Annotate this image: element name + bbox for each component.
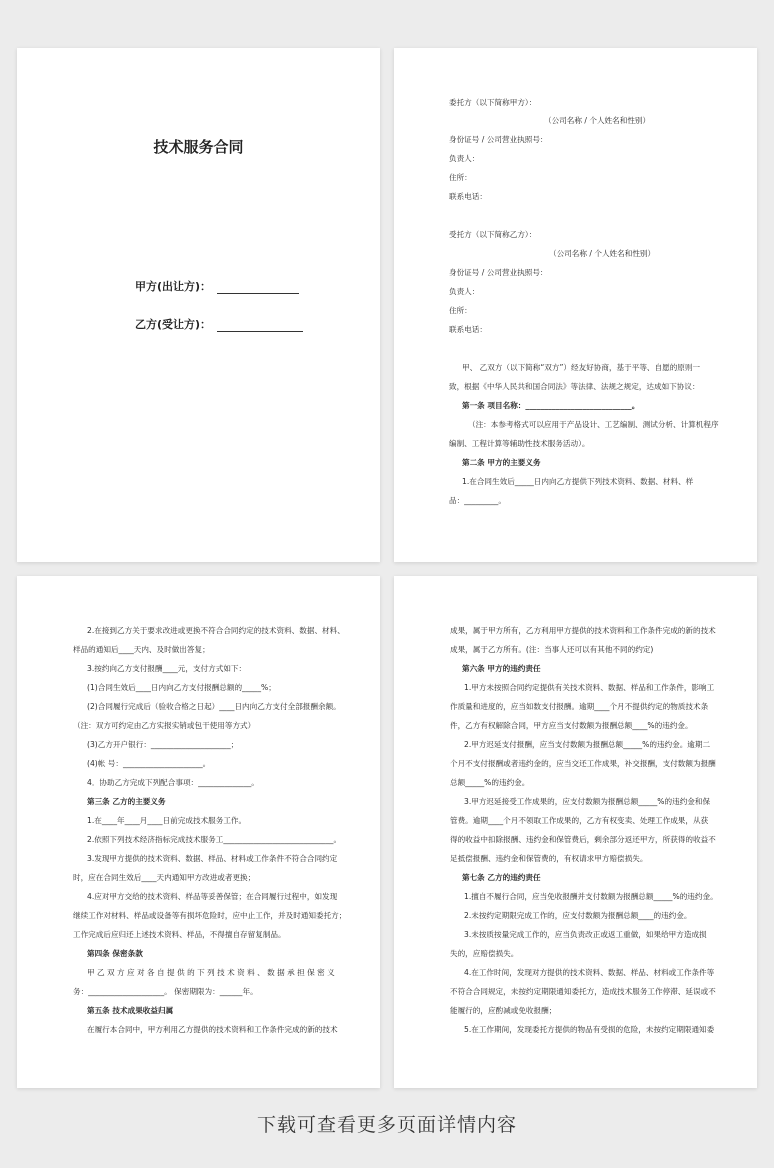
text-line: （注：本参考格式可以应用于产品设计、工艺编制、测试分析、计算机程序 <box>468 420 719 429</box>
text-line: 3.发现甲方提供的技术资料、数据、样品、材料或工作条件不符合合同约定 <box>87 854 338 863</box>
party-a-blank <box>217 281 299 294</box>
text-line: 作质量和进度的，应当如数支付报酬。逾期____个月不提供约定的物质技术条 <box>450 702 709 711</box>
text-line: 第一条 项目名称：____________________________。 <box>462 401 640 410</box>
text-line: 4．协助乙方完成下列配合事项：______________。 <box>87 778 259 787</box>
text-line: 第七条 乙方的违约责任 <box>462 873 541 882</box>
text-line: 2.在接到乙方关于要求改进或更换不符合合同约定的技术资料、数据、材料、 <box>87 626 345 635</box>
contract-title: 技术服务合同 <box>153 138 244 156</box>
text-line: 件，乙方有权解除合同，甲方应当支付数额为报酬总额____%的违约金。 <box>450 721 693 730</box>
text-line: （公司名称 / 个人姓名和性别） <box>549 249 656 258</box>
text-line: 样品的通知后____天内、及时做出答复； <box>73 645 210 654</box>
text-line: 甲 乙 双 方 应 对 各 自 提 供 的 下 列 技 术 资 料 、 数 据 承 担 保 密 义 <box>87 968 335 977</box>
text-line: (4)帐 号：_____________________。 <box>87 759 211 768</box>
text-line: 第四条 保密条款 <box>87 949 143 958</box>
text-line: 3.未按质按量完成工作的，应当负责改正或返工重做，如果给甲方造成损 <box>464 930 707 939</box>
text-line: 务：____________________。 保密期限为：______年。 <box>73 987 258 996</box>
text-line: (1)合同生效后____日内向乙方支付报酬总额的_____%； <box>87 683 276 692</box>
party-b-field <box>135 316 303 332</box>
text-line: 1.甲方未按照合同约定提供有关技术资料、数据、样品和工作条件，影响工 <box>464 683 715 692</box>
text-line: 5.在工作期间，发现委托方提供的物品有受损的危险，未按约定期限通知委 <box>464 1025 715 1034</box>
text-line: 工作完成后应归还上述技术资料、样品，不得擅自存留复制品。 <box>73 930 286 939</box>
party-a-label: 甲方(出让方)： <box>135 280 212 293</box>
text-line: 甲、 乙双方（以下简称“双方”）经友好协商，基于平等、自愿的原则一 <box>462 363 701 372</box>
text-line: 成果，属于甲方所有，乙方利用甲方提供的技术资料和工作条件完成的新的技术 <box>450 626 716 635</box>
text-line: 委托方（以下简称甲方）： <box>449 98 537 107</box>
text-line: 3.按约向乙方支付报酬____元，支付方式如下： <box>87 664 247 673</box>
text-line: 得的收益中扣除报酬、违约金和保管费后，剩余部分返还甲方，所获得的收益不 <box>450 835 716 844</box>
text-line: 个月不支付报酬或者违约金的，应当交还工作成果，补交报酬，支付数额为报酬 <box>450 759 716 768</box>
text-line: 1.擅自不履行合同，应当免收报酬并支付数额为报酬总额_____%的违约金。 <box>464 892 718 901</box>
text-line: 身份证号 / 公司营业执照号： <box>449 268 548 277</box>
download-caption: 下载可查看更多页面详情内容 <box>256 1114 517 1136</box>
text-line: 品：_________。 <box>449 496 506 505</box>
text-line: 第六条 甲方的违约责任 <box>462 664 541 673</box>
text-line: 在履行本合同中，甲方利用乙方提供的技术资料和工作条件完成的新的技术 <box>87 1025 338 1034</box>
text-line: 时，应在合同生效后____天内通知甲方改进或者更换； <box>73 873 256 882</box>
text-line: 2.依照下列技术经济指标完成技术服务工_____________________________。 <box>87 835 342 844</box>
text-line: 1.在合同生效后_____日内向乙方提供下列技术资料、数据、材料、样 <box>462 477 694 486</box>
text-line: 能履行的，应酌减或免收报酬； <box>450 1006 557 1015</box>
party-a-field <box>135 278 299 294</box>
text-line: 第二条 甲方的主要义务 <box>462 458 541 467</box>
text-line: 住所： <box>449 306 472 315</box>
text-line: 3.甲方迟延接受工作成果的，应支付数额为报酬总额_____%的违约金和保 <box>464 797 711 806</box>
document-page-cover <box>17 48 380 562</box>
text-line: 编制、工程计算等辅助性技术服务活动）。 <box>449 439 590 448</box>
text-line: 继续工作对材料、样品或设备等有损坏危险时，应中止工作，并及时通知委托方； <box>73 911 347 920</box>
text-line: 4.应对甲方交给的技术资料、样品等妥善保管；在合同履行过程中，如发现 <box>87 892 338 901</box>
text-line: 住所： <box>449 173 472 182</box>
text-line: 负责人： <box>449 287 480 296</box>
text-line: 受托方（以下简称乙方）： <box>449 230 537 239</box>
text-line: 不符合合同规定，未按约定期限通知委托方，造成技术服务工作停滞、延误或不 <box>450 987 716 996</box>
text-line: （注：双方可约定由乙方实报实销或包干使用等方式） <box>73 721 256 730</box>
text-line: 管费。逾期____个月不领取工作成果的，乙方有权变卖、处理工作成果，从获 <box>450 816 709 825</box>
text-line: 4.在工作时间，发现对方提供的技术资料、数据、样品、材料或工作条件等 <box>464 968 715 977</box>
text-line: （公司名称 / 个人姓名和性别） <box>544 116 651 125</box>
party-b-label: 乙方(受让方)： <box>135 318 212 331</box>
party-b-blank <box>217 319 303 332</box>
text-line: 联系电话： <box>449 192 487 201</box>
document-page-2 <box>394 48 757 562</box>
text-line: 第三条 乙方的主要义务 <box>87 797 166 806</box>
text-line: (2)合同履行完成后（验收合格之日起）____日内向乙方支付全部报酬余额。 <box>87 702 341 711</box>
text-line: 联系电话： <box>449 325 487 334</box>
text-line: 足抵偿报酬、违约金和保管费的，有权请求甲方赔偿损失。 <box>450 854 648 863</box>
document-page-3 <box>17 576 380 1088</box>
text-line: 身份证号 / 公司营业执照号： <box>449 135 548 144</box>
text-line: 总额_____%的违约金。 <box>450 778 530 787</box>
text-line: 成果，属于乙方所有。(注：当事人还可以有其他不同的约定) <box>450 645 654 654</box>
document-page-4 <box>394 576 757 1088</box>
text-line: 第五条 技术成果收益归属 <box>87 1006 174 1015</box>
text-line: 负责人： <box>449 154 480 163</box>
text-line: 2.未按约定期限完成工作的，应支付数额为报酬总额____的违约金。 <box>464 911 692 920</box>
text-line: (3)乙方开户银行：_____________________； <box>87 740 239 749</box>
text-line: 致，根据《中华人民共和国合同法》等法律、法规之规定，达成如下协议： <box>449 382 700 391</box>
text-line: 1.在____年____月____日前完成技术服务工作。 <box>87 816 247 825</box>
text-line: 2.甲方迟延支付报酬，应当支付数额为报酬总额_____%的违约金。逾期二 <box>464 740 711 749</box>
text-line: 失的，应赔偿损失。 <box>450 949 519 958</box>
